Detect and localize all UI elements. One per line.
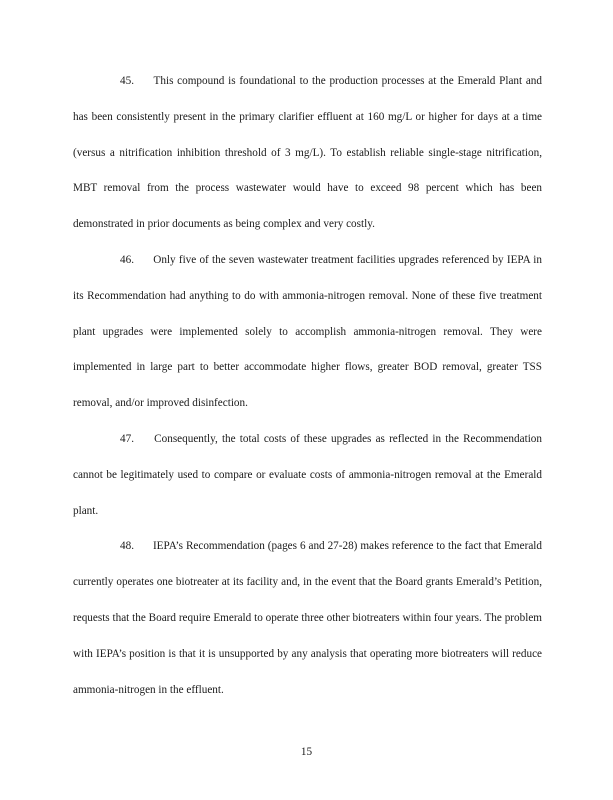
paragraph-text: This compound is foundational to the production processes at the Emerald Plant and has been consistently present in the primary clarifier effluent at 160 mg/L or higher for days at a time (versus a nitrification inhibition threshold of 3 mg/L). To establish reliable single-stage nitrification, MBT removal from the process wastewater would have to exceed 98 percent which has been demonstrated in prior documents as being complex and very costly. [73,75,542,231]
paragraph-47 [73,422,542,529]
document-body [73,64,542,708]
paragraph-number: 47. [120,432,134,445]
paragraph-text: Consequently, the total costs of these upgrades as reflected in the Recommendation cannot be legitimately used to compare or evaluate costs of ammonia-nitrogen removal at the Emerald plant. [73,432,542,517]
page-number: 15 [300,746,313,758]
paragraph-number: 45. [120,75,134,87]
paragraph-46 [73,243,542,422]
paragraph-text: IEPA’s Recommendation (pages 6 and 27-28) makes reference to the fact that Emerald currently operates one biotreater at its facility and, in the event that the Board grants Emerald’s Petition, requests that the Board require Emerald to operate three other biotreaters within four years. The problem with IEPA’s position is that it is unsupported by any analysis that operating more biotreaters will reduce ammonia-nitrogen in the effluent. [73,540,542,696]
paragraph-number: 48. [120,540,134,553]
paragraph-48 [73,529,542,708]
paragraph-45 [73,64,542,243]
paragraph-text: Only five of the seven wastewater treatment facilities upgrades referenced by IEPA in its Recommendation had anything to do with ammonia-nitrogen removal. None of these five treatment plant upgrades were implemented solely to accomplish ammonia-nitrogen removal. They were implemented in large part to better accommodate higher flows, greater BOD removal, greater TSS removal, and/or improved disinfection. [73,253,542,410]
paragraph-number: 46. [120,253,134,266]
